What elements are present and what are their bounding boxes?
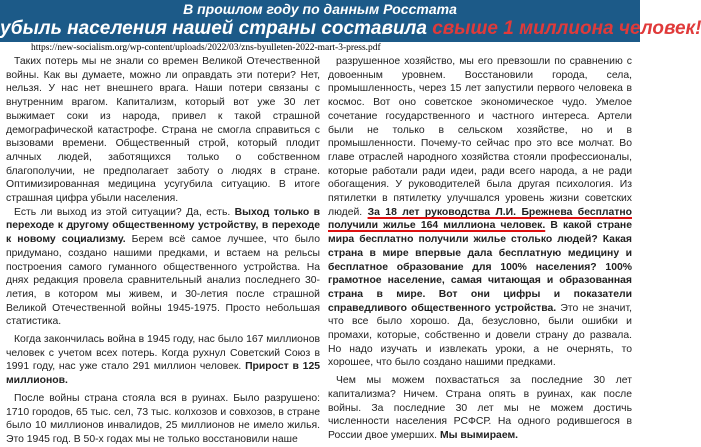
left-paragraph-2-text: Есть ли выход из этой ситуации? Да, есть. [14, 206, 235, 218]
right-paragraph-2-text: Чем мы можем похвастаться за последние 30 лет капитализма? Ничем. Страна опять в руинах, как после войны. За последние 30 лет мы не можем достичь численности населения РСФСР. На одного родившегося в России двое умерших. [328, 375, 632, 441]
left-paragraph-1: Таких потерь мы не знали со времен Великой Отечественной войны. Как вы думаете, можно ли оправдать эти потери? Нет, нельзя. У нас нет внешнего врага. Наши потери связаны с внутренним врагом. Капитализм, который вот уже 30 лет выжимает соки из народа, привел к такой страшной демографической катастрофе. Страна не смогла справиться с вызовами времени. Общественный строй, который плодит алчных людей, заботящихся только о собственном благополучии, не предполагает заботу о людях в стране. Оптимизированная медицина усугубила ситуацию. В итоге страшная цифра убыли населения. [6, 56, 320, 205]
header-line-1: В прошлом году по данным Росстата [183, 1, 457, 17]
right-paragraph-1-bold: В какой стране мира бесплатно получили жилье столько людей? Какая страна в мире впервые дала бесплатную медицину и бесплатное образование для 100% населения? 100% грамотное население, самая читающая и образованная страна в мире. Вот они цифры и показатели справедливого общественного устройства. [328, 220, 632, 314]
left-paragraph-3 [6, 333, 320, 388]
left-paragraph-2 [6, 206, 320, 329]
header-banner [0, 0, 701, 42]
left-paragraph-2-bold: Выход только в переходе к другому общественному устройству, в переходе к новому социализму. [6, 206, 320, 246]
right-paragraph-2-bold: Мы вымираем. [439, 429, 519, 441]
header-line-2-main: убыль населения нашей страны составила [0, 18, 433, 39]
right-paragraph-2 [328, 374, 632, 443]
left-paragraph-4: После войны страна стояла вся в руинах. Было разрушено: 1710 городов, 65 тыс. сел, 73 тыс. колхозов и совхозов, в стране было 10 миллионов инвалидов, 25 миллионов не имело жилья. Это 1945 год. В 50-х годах мы не только восстановили наше [6, 392, 320, 445]
left-paragraph-3-text: Когда закончилась война в 1945 году, нас было 167 миллионов человек с учетом всех потерь. Когда рухнул Советский Союз в 1991 году, нас уже стало 291 миллион человек. [6, 334, 320, 373]
right-column [328, 55, 632, 443]
left-paragraph-2-rest: Берем всё самое лучшее, что было придумано, создано нашими предками, и встаем на рельсы построения самого гуманного общественного устройства. На днях редакция провела сравнительный анализ последнего 30-летия, в котором мы живем, и 30-летия после страшной Великой Отечественной войны 1945-1975. Просто небольшая статистика. [6, 234, 320, 328]
header-line-2-accent: свыше 1 миллиона человек! [432, 18, 701, 39]
left-column [6, 55, 320, 447]
right-paragraph-1 [328, 55, 632, 370]
header-line-2 [0, 18, 701, 40]
right-paragraph-1-underlined: За 18 лет руководства Л.И. Брежнева бесплатно получили жилье 164 миллиона человек. [328, 206, 632, 232]
right-paragraph-1-rest: Это не значит, что все было хорошо. Да, безусловно, были ошибки и промахи, которые, собственно и довели страну до развала. Но надо изучать и извлекать уроки, а не очернять, то хорошее, что было создано нашими предками. [328, 302, 632, 369]
source-url: https://new-socialism.org/wp-content/uploads/2022/03/zns-byulleten-2022-mart-3-press.pdf [31, 43, 381, 53]
left-paragraph-3-bold: Прирост в 125 миллионов. [6, 361, 321, 387]
right-paragraph-1-text: разрушенное хозяйство, мы его превзошли по сравнению с довоенным уровнем. Восстановили города, села, промышленность, через 15 лет запустили первого человека в космос. Вот оно советское экономическое чудо. Умелое сочетание государственного и частного интереса. Артели были не только в сельском хозяйстве, но и в промышленности. Почему-то сейчас про это все молчат. Во главе отраслей народного хозяйства стояли профессионалы, которые работали ради идеи, ради всего народа, а не ради обогащения. У руководителей была другая психология. Из пятилетки в пятилетку улучшался уровень жизни советских людей. [328, 56, 632, 218]
